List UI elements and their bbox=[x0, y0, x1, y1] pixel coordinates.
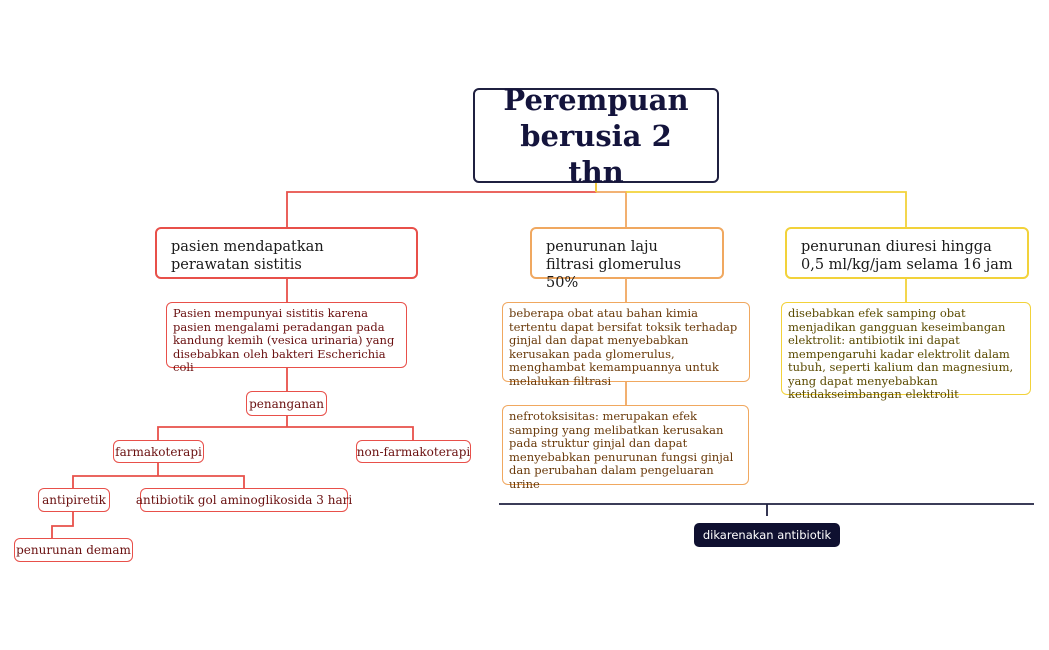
node-antibiotik-label: antibiotik gol aminoglikosida 3 hari bbox=[135, 493, 353, 507]
root-title: Perempuan berusia 2 thn bbox=[503, 82, 689, 189]
detail-filtrasi-2[interactable] bbox=[502, 405, 749, 491]
node-antibiotik[interactable] bbox=[135, 488, 353, 512]
node-non-farmakoterapi[interactable] bbox=[356, 440, 471, 463]
connector-root-branch1 bbox=[287, 183, 596, 227]
detail-filtrasi-2-text: nefrotoksisitas: merupakan efek samping yang melibatkan kerusakan pada struktur ginjal dan dapat menyebabkan penurunan fungsi ginjal dan perubahan dalam pengeluaran urine bbox=[509, 409, 734, 491]
connector-root-branch2 bbox=[596, 192, 626, 227]
node-antipiretik-label: antipiretik bbox=[42, 493, 106, 507]
node-penanganan-label: penanganan bbox=[249, 396, 324, 411]
node-penurunan-demam[interactable] bbox=[14, 538, 133, 562]
node-farmakoterapi-label: farmakoterapi bbox=[115, 444, 202, 459]
branch-filtrasi[interactable] bbox=[530, 227, 724, 291]
summary-label[interactable] bbox=[694, 523, 840, 547]
connector-antipiretik-demam bbox=[52, 512, 73, 538]
branch-sistitis-label: pasien mendapatkan perawatan sistitis bbox=[171, 239, 324, 273]
root-topic[interactable] bbox=[473, 82, 719, 189]
detail-filtrasi-1[interactable] bbox=[502, 302, 750, 388]
branch-diuresis[interactable] bbox=[785, 227, 1029, 279]
detail-filtrasi-1-text: beberapa obat atau bahan kimia tertentu dapat bersifat toksik terhadap ginjal dan dapat menyebabkan kerusakan pada glomerulus, menghambat kemampuannya untuk melalukan filtrasi bbox=[509, 306, 738, 388]
branch-diuresis-label: penurunan diuresi hingga 0,5 ml/kg/jam selama 16 jam bbox=[801, 239, 1013, 273]
connector-penanganan-split bbox=[158, 416, 413, 440]
summary-label-text: dikarenakan antibiotik bbox=[702, 528, 832, 542]
detail-diuresis[interactable] bbox=[781, 302, 1031, 401]
node-farmakoterapi[interactable] bbox=[113, 440, 204, 463]
node-penanganan[interactable] bbox=[246, 391, 327, 416]
detail-sistitis[interactable] bbox=[166, 302, 407, 374]
connector-farmako-split bbox=[73, 463, 244, 488]
node-non-farmakoterapi-label: non-farmakoterapi bbox=[356, 444, 471, 459]
branch-filtrasi-label: penurunan laju filtrasi glomerulus 50% bbox=[546, 239, 682, 291]
detail-diuresis-text: disebabkan efek samping obat menjadikan gangguan keseimbangan elektrolit: antibiotik ini dapat mempengaruhi kadar elektrolit dalam tubuh, seperti kalium dan magnesium, yang dapat menyebabkan ketidakseimbangan elektrolit bbox=[788, 306, 1014, 401]
connector-root-branch3 bbox=[626, 192, 906, 227]
detail-sistitis-text: Pasien mempunyai sistitis karena pasien mengalami peradangan pada kandung kemih (vesica urinaria) yang disebabkan oleh bakteri Escherichia coli bbox=[173, 306, 395, 374]
branch-sistitis[interactable] bbox=[155, 227, 418, 279]
node-penurunan-demam-label: penurunan demam bbox=[16, 543, 131, 557]
node-antipiretik[interactable] bbox=[38, 488, 110, 512]
